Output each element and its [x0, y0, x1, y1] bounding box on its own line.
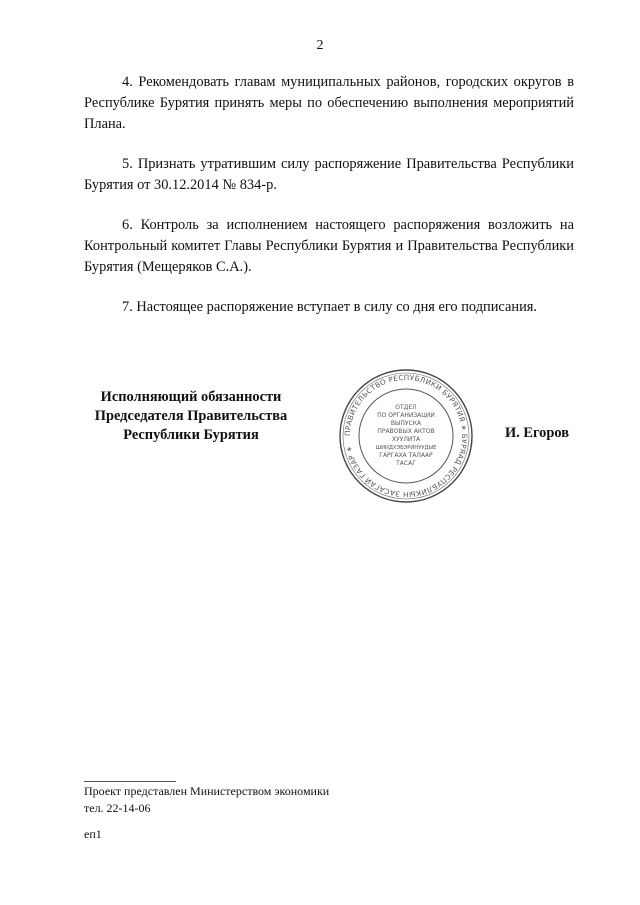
footer-phone: тел. 22-14-06: [84, 801, 151, 815]
footer-divider: [84, 781, 176, 782]
paragraph-4: 4. Рекомендовать главам муниципальных районов, городских округов в Республике Бурятия принять меры по обеспечению выполнения мероприятий Плана.: [84, 74, 574, 132]
paragraph-7: 7. Настоящее распоряжение вступает в силу со дня его подписания.: [122, 299, 537, 315]
signatory-name: И. Егоров: [505, 425, 569, 441]
page-number: 2: [316, 38, 324, 53]
seal-center-line: ВЫПУСКА: [390, 420, 422, 427]
seal-center-line: ПРАВОВЫХ АКТОВ: [377, 428, 435, 435]
paragraph-5: 5. Признать утратившим силу распоряжение Правительства Республики Бурятия от 30.12.2014 № 834-р.: [84, 156, 574, 193]
seal-ring-text: ПРАВИТЕЛЬСТВО РЕСПУБЛИКИ БУРЯТИЯ ∗ БУРЯАД РЕСПУБЛИКЫН ЗАСАГАЙ ГАЗАР ∗: [342, 372, 470, 500]
position-line: Республики Бурятия: [123, 427, 259, 443]
official-seal: [338, 368, 474, 504]
seal-center-line: ПО ОРГАНИЗАЦИИ: [377, 412, 435, 419]
footer-code: еп1: [84, 827, 102, 841]
paragraph-6: 6. Контроль за исполнением настоящего распоряжения возложить на Контрольный комитет Главы Республики Бурятия и Правительства Республики Бурятия (Мещеряков С.А.).: [84, 217, 574, 275]
seal-center-line: ХУУЛИТА: [391, 436, 421, 443]
seal-center-line: ГАРГАХА ТАЛААР: [379, 452, 433, 459]
position-line: Председателя Правительства: [94, 408, 288, 424]
seal-center-line: ОТДЕЛ: [395, 404, 417, 411]
position-line: Исполняющий обязанности: [100, 389, 282, 405]
footer-note: [84, 783, 329, 843]
signatory-position: [86, 388, 296, 445]
seal-center-line: ТАСАГ: [396, 460, 416, 467]
seal-center-line: ШИИДХЭБЭРИНУУДЫЕ: [375, 445, 437, 451]
footer-submitted-by: Проект представлен Министерством экономики: [84, 784, 330, 798]
document-body: [84, 72, 574, 337]
